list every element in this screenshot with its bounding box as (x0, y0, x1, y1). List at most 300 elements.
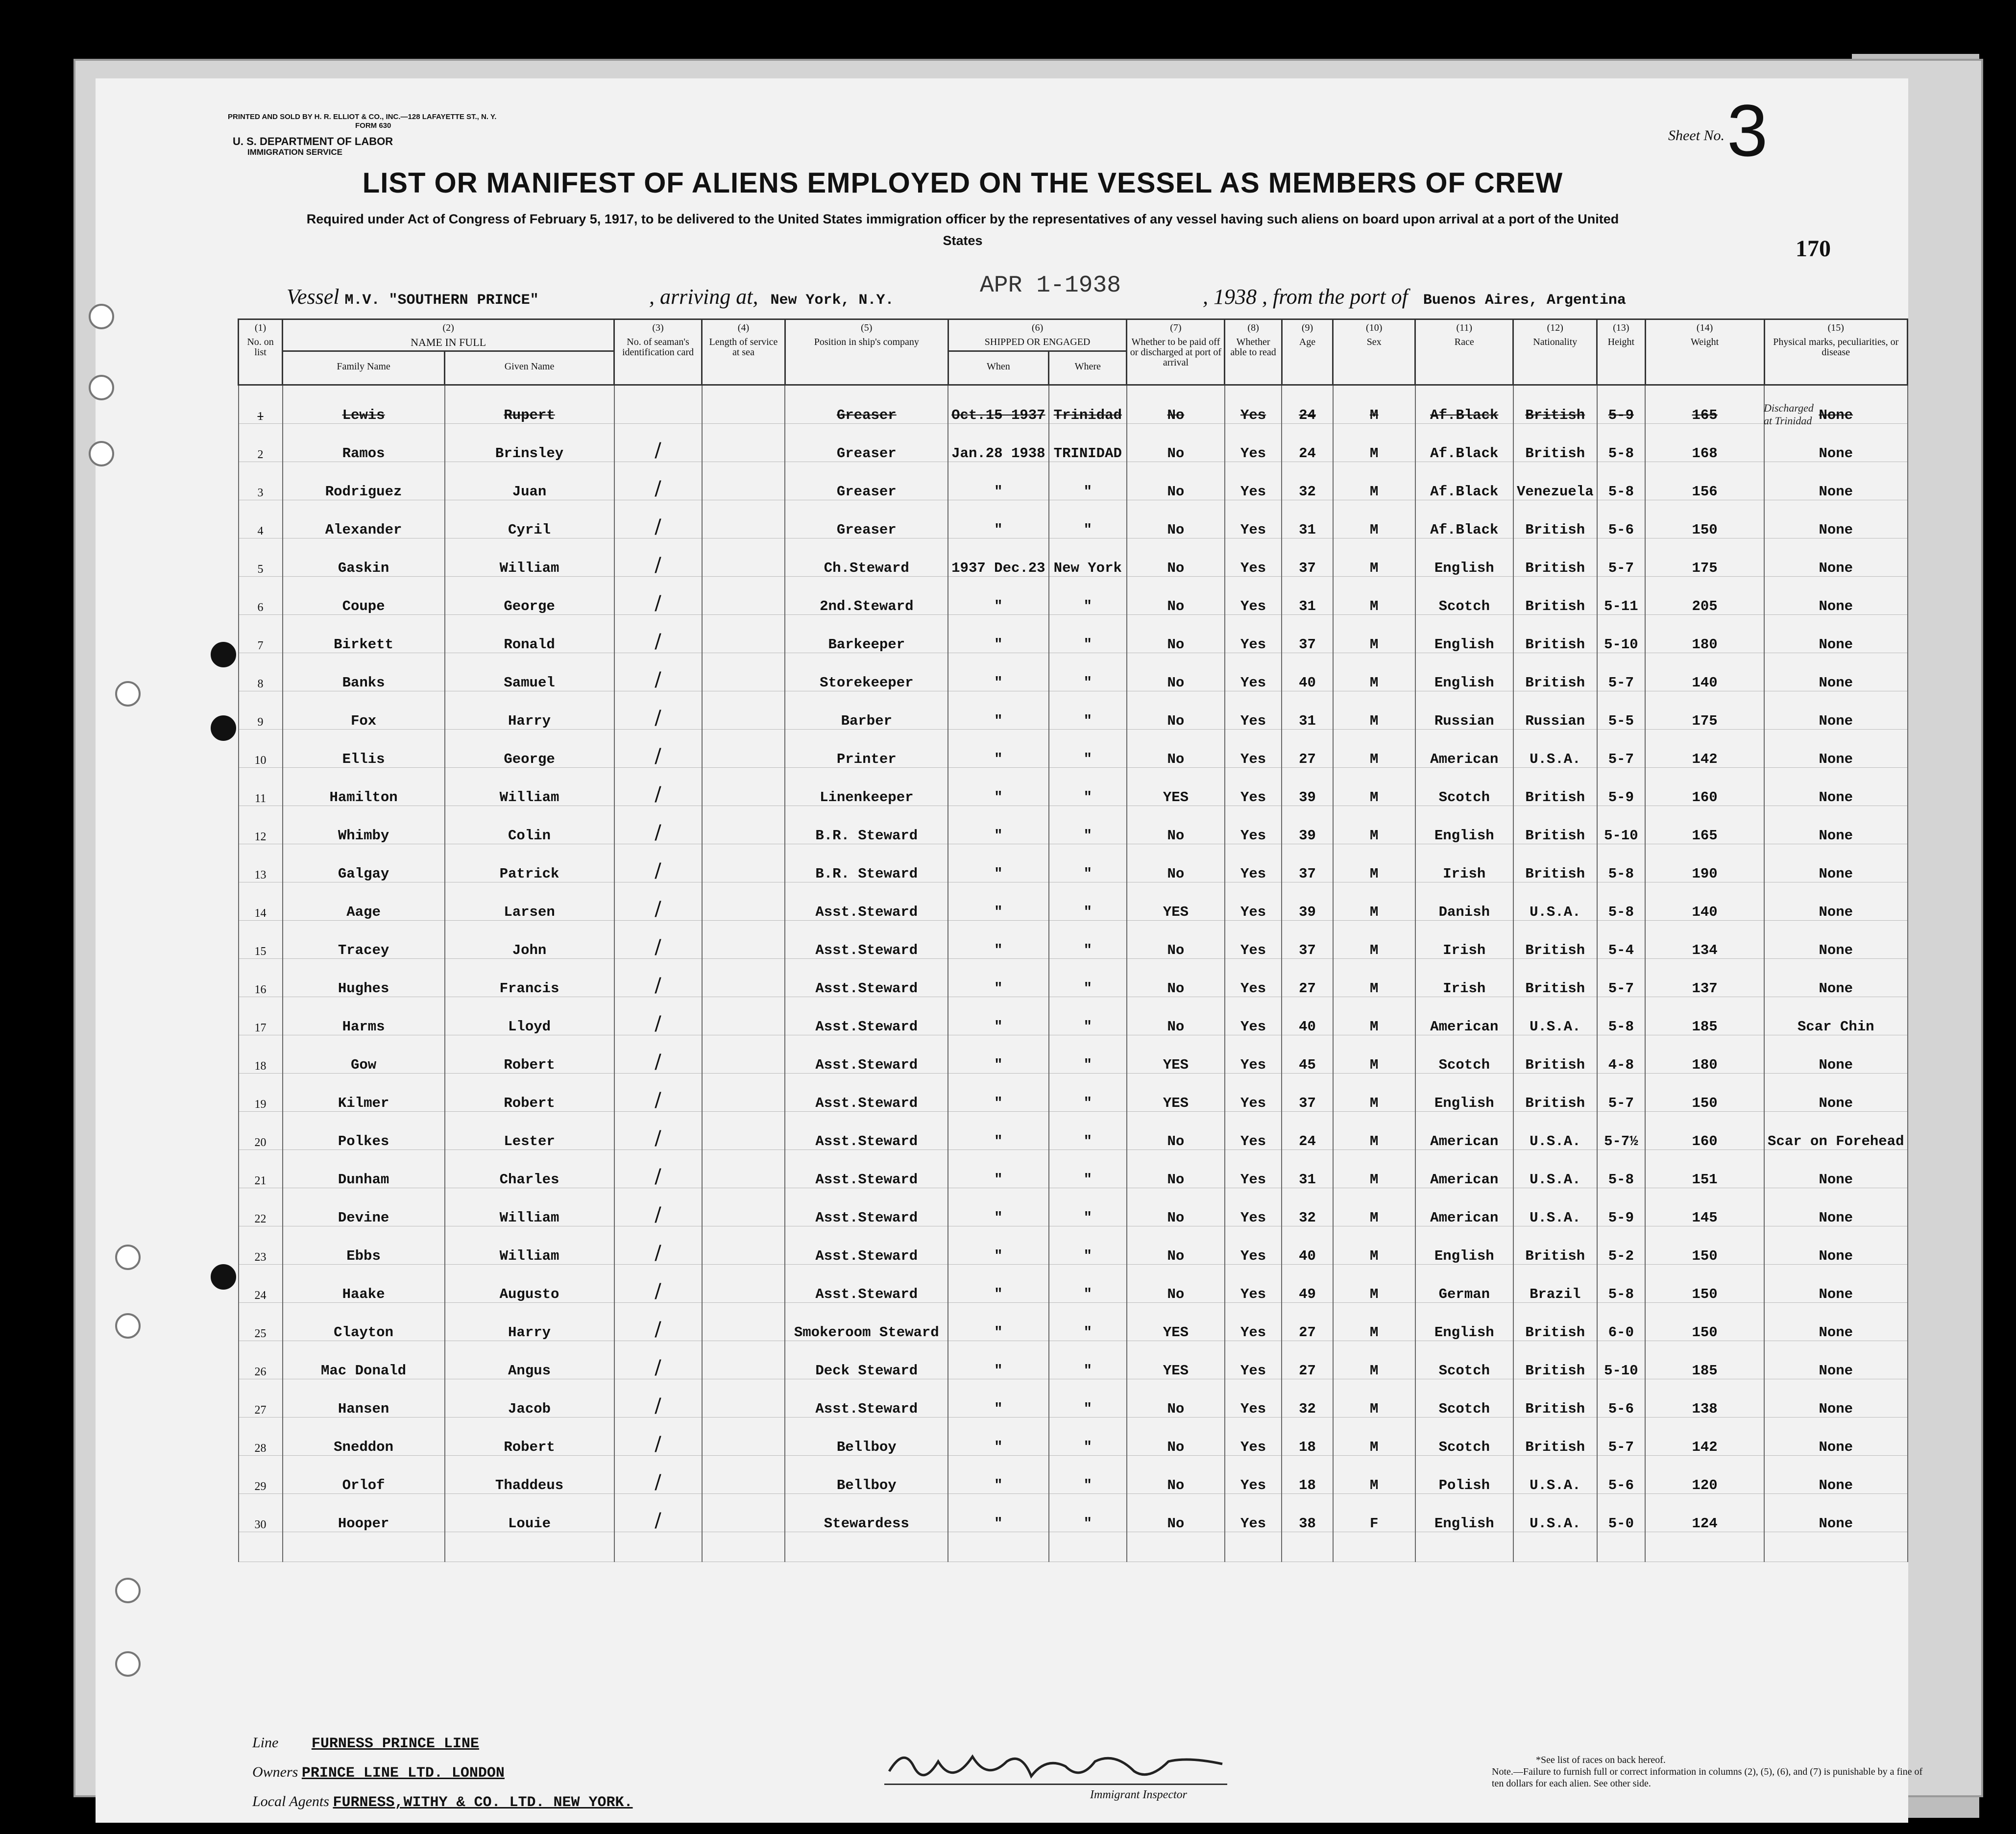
id-card-mark: / (614, 1379, 702, 1418)
col-service-header: (4) Length of service at sea (702, 319, 785, 385)
row-number: 6 (239, 577, 283, 615)
sex: M (1333, 1035, 1415, 1074)
paid-off: No (1127, 844, 1225, 882)
sex: M (1333, 806, 1415, 844)
race: American (1415, 1112, 1513, 1150)
id-card-mark: / (614, 730, 702, 768)
able-to-read: Yes (1225, 1456, 1282, 1494)
table-row (239, 1150, 1908, 1188)
table-row (239, 615, 1908, 653)
position: Barkeeper (785, 615, 948, 653)
sex: M (1333, 577, 1415, 615)
given-name: Rupert (445, 385, 614, 424)
weight: 142 (1645, 1418, 1764, 1456)
able-to-read: Yes (1225, 844, 1282, 882)
position: Bellboy (785, 1456, 948, 1494)
id-card-mark: / (614, 921, 702, 959)
given-name: Harry (445, 691, 614, 730)
shipped-when: " (948, 691, 1048, 730)
service-length (702, 806, 785, 844)
given-name: Louie (445, 1494, 614, 1532)
table-row (239, 1303, 1908, 1341)
table-row (239, 500, 1908, 538)
able-to-read: Yes (1225, 1265, 1282, 1303)
shipped-when: " (948, 1418, 1048, 1456)
blank-cell (1225, 1532, 1282, 1562)
service-length (702, 424, 785, 462)
shipped-when: " (948, 921, 1048, 959)
header-row (239, 319, 1908, 351)
given-name: Augusto (445, 1265, 614, 1303)
height: 5-9 (1597, 385, 1646, 424)
binder-hole (211, 1264, 236, 1290)
position: Asst.Steward (785, 1379, 948, 1418)
col-height-header: (13) Height (1597, 319, 1646, 385)
id-card-mark: / (614, 1341, 702, 1379)
id-card-mark: / (614, 500, 702, 538)
binder-hole (211, 715, 236, 741)
id-card-mark: / (614, 882, 702, 921)
shipped-where: " (1049, 959, 1127, 997)
family-name: Birkett (283, 615, 445, 653)
table-row (239, 385, 1908, 424)
service-length (702, 1418, 785, 1456)
given-name: George (445, 730, 614, 768)
arriving-port: New York, N.Y. (770, 292, 894, 309)
race: English (1415, 1074, 1513, 1112)
height: 5-6 (1597, 1379, 1646, 1418)
nationality: British (1513, 844, 1597, 882)
table-row (239, 1341, 1908, 1379)
id-card-mark: / (614, 1494, 702, 1532)
col-position-header: (5) Position in ship's company (785, 319, 948, 385)
position: Asst.Steward (785, 1074, 948, 1112)
height: 5-6 (1597, 500, 1646, 538)
age: 39 (1282, 882, 1333, 921)
blank-cell (1333, 1532, 1415, 1562)
blank-cell (1415, 1532, 1513, 1562)
weight: 138 (1645, 1379, 1764, 1418)
service-length (702, 691, 785, 730)
row-number: 7 (239, 615, 283, 653)
row-number: 4 (239, 500, 283, 538)
age: 32 (1282, 1188, 1333, 1226)
sex: M (1333, 424, 1415, 462)
col-family-header: Family Name (283, 351, 445, 385)
table-row (239, 577, 1908, 615)
paid-off: YES (1127, 1341, 1225, 1379)
able-to-read: Yes (1225, 424, 1282, 462)
race: Scotch (1415, 768, 1513, 806)
physical-marks: Scar Chin (1764, 997, 1907, 1035)
able-to-read: Yes (1225, 691, 1282, 730)
row-number: 23 (239, 1226, 283, 1265)
service-length (702, 1494, 785, 1532)
height: 5-7 (1597, 959, 1646, 997)
given-name: Ronald (445, 615, 614, 653)
weight: 185 (1645, 997, 1764, 1035)
age: 49 (1282, 1265, 1333, 1303)
able-to-read: Yes (1225, 1418, 1282, 1456)
family-name: Clayton (283, 1303, 445, 1341)
able-to-read: Yes (1225, 997, 1282, 1035)
row-number: 16 (239, 959, 283, 997)
physical-marks: None (1764, 1265, 1907, 1303)
age: 31 (1282, 577, 1333, 615)
age: 27 (1282, 1303, 1333, 1341)
weight: 150 (1645, 1074, 1764, 1112)
from-label: , from the port of (1262, 285, 1408, 309)
race: American (1415, 997, 1513, 1035)
nationality: Venezuela (1513, 462, 1597, 500)
able-to-read: Yes (1225, 959, 1282, 997)
paid-off: No (1127, 691, 1225, 730)
position: Asst.Steward (785, 921, 948, 959)
sex: M (1333, 1226, 1415, 1265)
sex: M (1333, 385, 1415, 424)
shipped-when: " (948, 1456, 1048, 1494)
race: Af.Black (1415, 462, 1513, 500)
service-length (702, 1303, 785, 1341)
shipped-when: " (948, 882, 1048, 921)
id-card-mark: / (614, 538, 702, 577)
row-number: 24 (239, 1265, 283, 1303)
able-to-read: Yes (1225, 1494, 1282, 1532)
id-card-mark (614, 385, 702, 424)
nationality: British (1513, 615, 1597, 653)
nationality: British (1513, 806, 1597, 844)
height: 6-0 (1597, 1303, 1646, 1341)
shipped-where: " (1049, 1456, 1127, 1494)
family-name: Fox (283, 691, 445, 730)
weight: 140 (1645, 653, 1764, 691)
margin-note-line: Discharged (1764, 402, 1814, 414)
service-length (702, 500, 785, 538)
height: 5-7 (1597, 1418, 1646, 1456)
shipped-where: " (1049, 615, 1127, 653)
blank-cell (1764, 1532, 1907, 1562)
binder-hole (89, 375, 114, 400)
family-name: Harms (283, 997, 445, 1035)
row-number: 13 (239, 844, 283, 882)
paid-off: No (1127, 806, 1225, 844)
table-row (239, 1112, 1908, 1150)
physical-marks: None (1764, 844, 1907, 882)
col-no-header: (1) No. on list (239, 319, 283, 385)
physical-marks: None (1764, 538, 1907, 577)
given-name: Colin (445, 806, 614, 844)
paid-off: YES (1127, 882, 1225, 921)
paid-off: No (1127, 1150, 1225, 1188)
service-length (702, 959, 785, 997)
sex: M (1333, 653, 1415, 691)
row-number: 25 (239, 1303, 283, 1341)
blank-cell (1049, 1532, 1127, 1562)
id-card-mark: / (614, 768, 702, 806)
id-card-mark: / (614, 1150, 702, 1188)
height: 5-9 (1597, 768, 1646, 806)
race: Russian (1415, 691, 1513, 730)
age: 24 (1282, 385, 1333, 424)
physical-marks: None (1764, 615, 1907, 653)
row-number: 12 (239, 806, 283, 844)
table-row (239, 1035, 1908, 1074)
printer-line: PRINTED AND SOLD BY H. R. ELLIOT & CO., INC.—128 LAFAYETTE ST., N. Y. (228, 113, 497, 121)
paid-off: No (1127, 1379, 1225, 1418)
blank-cell (283, 1532, 445, 1562)
family-name: Lewis (283, 385, 445, 424)
sex: M (1333, 1418, 1415, 1456)
sex: M (1333, 768, 1415, 806)
shipped-when: " (948, 1074, 1048, 1112)
position: B.R. Steward (785, 844, 948, 882)
row-number: 28 (239, 1418, 283, 1456)
row-number: 2 (239, 424, 283, 462)
shipped-where: " (1049, 653, 1127, 691)
margin-note (1764, 402, 1814, 427)
table-row (239, 1265, 1908, 1303)
shipped-where: " (1049, 806, 1127, 844)
service-length (702, 730, 785, 768)
sex: M (1333, 1150, 1415, 1188)
blank-cell (1282, 1532, 1333, 1562)
blank-cell (785, 1532, 948, 1562)
family-name: Devine (283, 1188, 445, 1226)
shipped-where: " (1049, 500, 1127, 538)
table-row (239, 1418, 1908, 1456)
physical-marks: None (1764, 1494, 1907, 1532)
col-race-header: (11) Race (1415, 319, 1513, 385)
family-name: Coupe (283, 577, 445, 615)
row-number: 3 (239, 462, 283, 500)
height: 5-10 (1597, 615, 1646, 653)
weight: 134 (1645, 921, 1764, 959)
shipped-when: " (948, 844, 1048, 882)
sex: M (1333, 1379, 1415, 1418)
height: 5-10 (1597, 1341, 1646, 1379)
age: 37 (1282, 844, 1333, 882)
given-name: Francis (445, 959, 614, 997)
family-name: Banks (283, 653, 445, 691)
id-card-mark: / (614, 1188, 702, 1226)
nationality: British (1513, 1074, 1597, 1112)
shipped-where: " (1049, 577, 1127, 615)
given-name: Harry (445, 1303, 614, 1341)
position: Smokeroom Steward (785, 1303, 948, 1341)
service-length (702, 1379, 785, 1418)
shipped-where: " (1049, 1341, 1127, 1379)
physical-marks: None (1764, 500, 1907, 538)
table-row (239, 1074, 1908, 1112)
shipped-when: " (948, 1265, 1048, 1303)
shipped-when: " (948, 500, 1048, 538)
row-number: 22 (239, 1188, 283, 1226)
id-card-mark: / (614, 1456, 702, 1494)
age: 32 (1282, 462, 1333, 500)
position: Bellboy (785, 1418, 948, 1456)
height: 4-8 (1597, 1035, 1646, 1074)
table-row (239, 921, 1908, 959)
height: 5-7½ (1597, 1112, 1646, 1150)
paid-off: No (1127, 500, 1225, 538)
table-row (239, 997, 1908, 1035)
able-to-read: Yes (1225, 1379, 1282, 1418)
id-card-mark: / (614, 577, 702, 615)
height: 5-10 (1597, 806, 1646, 844)
table-row (239, 844, 1908, 882)
id-card-mark: / (614, 653, 702, 691)
row-number: 14 (239, 882, 283, 921)
height: 5-8 (1597, 882, 1646, 921)
paid-off: No (1127, 1494, 1225, 1532)
physical-marks: None (1764, 653, 1907, 691)
paid-off: No (1127, 997, 1225, 1035)
nationality: Russian (1513, 691, 1597, 730)
race: Irish (1415, 844, 1513, 882)
paid-off: No (1127, 1188, 1225, 1226)
race: Scotch (1415, 1418, 1513, 1456)
able-to-read: Yes (1225, 1150, 1282, 1188)
shipped-when: " (948, 997, 1048, 1035)
sex: M (1333, 1112, 1415, 1150)
age: 18 (1282, 1456, 1333, 1494)
table-row (239, 730, 1908, 768)
service-length (702, 1150, 785, 1188)
age: 27 (1282, 1341, 1333, 1379)
able-to-read: Yes (1225, 500, 1282, 538)
physical-marks: None (1764, 1341, 1907, 1379)
id-card-mark: / (614, 1112, 702, 1150)
service-length (702, 768, 785, 806)
weight: 137 (1645, 959, 1764, 997)
row-number: 5 (239, 538, 283, 577)
shipped-where: " (1049, 997, 1127, 1035)
shipped-when: " (948, 577, 1048, 615)
id-card-mark: / (614, 959, 702, 997)
table-row (239, 424, 1908, 462)
id-card-mark: / (614, 997, 702, 1035)
given-name: Jacob (445, 1379, 614, 1418)
nationality: U.S.A. (1513, 1112, 1597, 1150)
position: Greaser (785, 385, 948, 424)
given-name: Samuel (445, 653, 614, 691)
binder-hole (115, 1245, 141, 1270)
given-name: Cyril (445, 500, 614, 538)
year-label: , 1938 (1203, 285, 1257, 309)
nationality: British (1513, 1418, 1597, 1456)
physical-marks: None (1764, 959, 1907, 997)
row-number: 18 (239, 1035, 283, 1074)
nationality: British (1513, 385, 1597, 424)
service-length (702, 1456, 785, 1494)
position: Barber (785, 691, 948, 730)
id-card-mark: / (614, 615, 702, 653)
able-to-read: Yes (1225, 1341, 1282, 1379)
col-read-header: (8) Whether able to read (1225, 319, 1282, 385)
physical-marks: Scar on Forehead (1764, 1112, 1907, 1150)
race: Scotch (1415, 577, 1513, 615)
physical-marks: None (1764, 882, 1907, 921)
paid-off: No (1127, 1265, 1225, 1303)
nationality: British (1513, 959, 1597, 997)
service-length (702, 1035, 785, 1074)
physical-marks: None (1764, 1226, 1907, 1265)
position: Asst.Steward (785, 997, 948, 1035)
age: 39 (1282, 768, 1333, 806)
weight: 180 (1645, 1035, 1764, 1074)
row-number: 27 (239, 1379, 283, 1418)
family-name: Hooper (283, 1494, 445, 1532)
id-card-mark: / (614, 806, 702, 844)
family-name: Kilmer (283, 1074, 445, 1112)
able-to-read: Yes (1225, 806, 1282, 844)
row-number: 29 (239, 1456, 283, 1494)
able-to-read: Yes (1225, 1074, 1282, 1112)
able-to-read: Yes (1225, 882, 1282, 921)
row-number: 30 (239, 1494, 283, 1532)
position: Ch.Steward (785, 538, 948, 577)
shipped-where: " (1049, 691, 1127, 730)
race: Scotch (1415, 1341, 1513, 1379)
service-length (702, 1074, 785, 1112)
weight: 151 (1645, 1150, 1764, 1188)
blank-cell (702, 1532, 785, 1562)
height: 5-8 (1597, 844, 1646, 882)
race: Irish (1415, 921, 1513, 959)
id-card-mark: / (614, 1226, 702, 1265)
nationality: U.S.A. (1513, 1456, 1597, 1494)
weight: 150 (1645, 500, 1764, 538)
owners-field (252, 1764, 505, 1782)
id-card-mark: / (614, 1265, 702, 1303)
position: Greaser (785, 462, 948, 500)
service-length (702, 577, 785, 615)
position: 2nd.Steward (785, 577, 948, 615)
age: 27 (1282, 730, 1333, 768)
age: 24 (1282, 1112, 1333, 1150)
height: 5-6 (1597, 1456, 1646, 1494)
position: Asst.Steward (785, 1112, 948, 1150)
weight: 185 (1645, 1341, 1764, 1379)
age: 39 (1282, 806, 1333, 844)
height: 5-4 (1597, 921, 1646, 959)
race: American (1415, 1188, 1513, 1226)
height: 5-8 (1597, 997, 1646, 1035)
given-name: George (445, 577, 614, 615)
shipped-when: " (948, 1035, 1048, 1074)
arriving-line (649, 284, 961, 309)
col-where-header: Where (1049, 351, 1127, 385)
row-number: 21 (239, 1150, 283, 1188)
weight: 180 (1645, 615, 1764, 653)
age: 32 (1282, 1379, 1333, 1418)
binder-hole (211, 642, 236, 667)
service-length (702, 1226, 785, 1265)
race: English (1415, 806, 1513, 844)
sex: F (1333, 1494, 1415, 1532)
race: Af.Black (1415, 385, 1513, 424)
age: 24 (1282, 424, 1333, 462)
shipped-where: " (1049, 1035, 1127, 1074)
blank-cell (614, 1532, 702, 1562)
shipped-when: " (948, 806, 1048, 844)
table-row (239, 538, 1908, 577)
race: Danish (1415, 882, 1513, 921)
agents-label: Local Agents (252, 1793, 329, 1810)
nationality: British (1513, 424, 1597, 462)
race: Polish (1415, 1456, 1513, 1494)
owners-label: Owners (252, 1764, 298, 1780)
